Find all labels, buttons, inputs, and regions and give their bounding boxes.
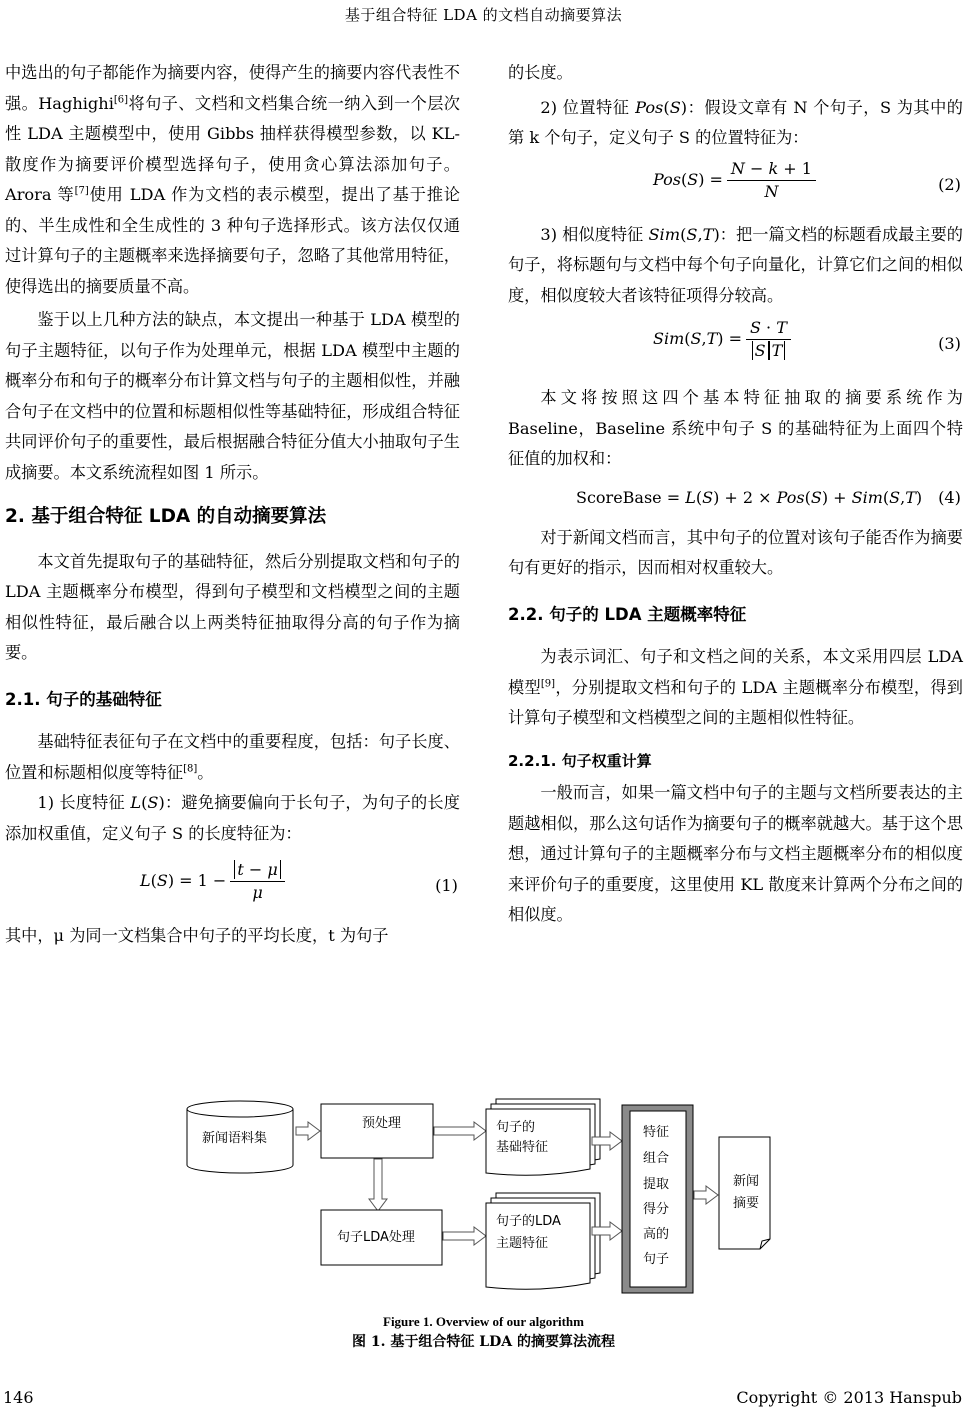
preprocess-box <box>321 1104 433 1158</box>
arrow-icon <box>443 1227 486 1245</box>
equation-number: (2) <box>938 174 961 194</box>
running-header: 基于组合特征 LDA 的文档自动摘要算法 <box>344 6 623 24</box>
equation-2: Pos(S) = $\frac{N - k + 1}{N}$ (2) <box>653 158 961 201</box>
summary-label: 摘要 <box>733 1196 760 1211</box>
equation-number: (1) <box>435 876 458 895</box>
lda-features-label: 主题特征 <box>496 1236 549 1251</box>
paragraph: 1) 长度特征 L(S)：避免摘要偏向于长句子，为句子的长度添加权重值，定义句子 S 的长度特征为： <box>5 793 460 843</box>
figure-1 <box>0 1095 967 1300</box>
subsection-heading: 2.2. 句子的 LDA 主题概率特征 <box>508 604 747 624</box>
lda-features-label: 句子的LDA <box>496 1214 561 1229</box>
subsubsection-heading: 2.2.1. 句子权重计算 <box>508 751 652 770</box>
feature-combination-box <box>622 1105 693 1293</box>
paragraph: 鉴于以上几种方法的缺点，本文提出一种基于 LDA 模型的句子主题特征，以句子作为处理单元，根据 LDA 模型中主题的概率分布和句子的概率分布计算文档与句子的主题相似性，并融合句子在文档中的位置和标题相似性等基础特征，形成组合特征共同评价句子的重要性，最后根据融合特征分值大小抽取句子生成摘要。本文系统流程如图 1 所示。 <box>5 310 460 482</box>
combine-label: 组合 <box>643 1151 670 1166</box>
paragraph: 本文首先提取句子的基础特征，然后分别提取文档和句子的 LDA 主题概率分布模型，得到句子模型和文档模型之间的主题相似性特征，最后融合以上两类特征抽取得分高的句子作为摘要。 <box>5 551 460 662</box>
copyright: Copyright © 2013 Hanspub <box>736 1388 962 1407</box>
paragraph: 2) 位置特征 Pos(S)：假设文章有 N 个句子，S 为其中的第 k 个句子，定义句子 S 的位置特征为： <box>508 97 963 147</box>
equation-3: Sim(S,T) = $\frac{S \cdot T}{\text{S T}}$ (3) <box>653 318 961 360</box>
flowchart <box>0 1095 967 1300</box>
lda-features-document <box>486 1193 600 1289</box>
paragraph: 3) 相似度特征 Sim(S,T)：把一篇文档的标题看成最主要的句子，将标题句与文档中每个句子向量化，计算它们之间的相似度，相似度较大者该特征项得分较高。 <box>508 224 963 305</box>
citation[interactable]: [6] <box>113 94 129 106</box>
equation-number: (4) <box>938 487 961 507</box>
corpus-label: 新闻语料集 <box>202 1131 268 1146</box>
basic-features-label: 句子的 <box>496 1120 536 1135</box>
combine-label: 提取 <box>643 1177 670 1192</box>
arrow-icon <box>369 1159 387 1211</box>
section-heading: 2. 基于组合特征 LDA 的自动摘要算法 <box>5 506 327 527</box>
summary-label: 新闻 <box>733 1174 760 1189</box>
basic-features-document <box>486 1099 600 1175</box>
citation[interactable]: [7] <box>74 185 89 197</box>
paragraph: 本文将按照这四个基本特征抽取的摘要系统作为 Baseline，Baseline 系统中句子 S 的基础特征为上面四个特征值的加权和： <box>508 388 963 468</box>
preprocess-label: 预处理 <box>362 1116 402 1131</box>
page-number: 146 <box>3 1388 34 1407</box>
arrow-icon <box>296 1122 320 1140</box>
combine-label: 特征 <box>643 1125 670 1140</box>
combine-label: 句子 <box>643 1252 670 1267</box>
right-column <box>508 58 963 931</box>
citation[interactable]: [8] <box>183 763 198 775</box>
subsection-heading: 2.1. 句子的基础特征 <box>5 689 162 709</box>
corpus-database <box>187 1101 293 1173</box>
paragraph: 中选出的句子都能作为摘要内容，使得产生的摘要内容代表性不强。Haghighi[6]将句子、文档和文档集合统一纳入到一个层次性 LDA 主题模型中，使用 Gibbs 抽样获得模型参数，以 KL-散度作为摘要评价模型选择句子，使用贪心算法添加句子。Arora 等[7]使用 LDA 作为文档的表示模型，提出了基于推论的、半生成性和全生成性的 3 种句子选择形式。该方法仅仅通过计算句子的主题概率来选择摘要句子，忽略了其他常用特征，使得选出的摘要质量不高。 <box>5 63 460 296</box>
paragraph: 的长度。 <box>508 63 573 82</box>
paragraph: 其中，μ 为同一文档集合中句子的平均长度，t 为句子 <box>5 926 389 945</box>
combine-label: 高的 <box>643 1227 670 1242</box>
combine-label: 得分 <box>643 1202 670 1217</box>
paragraph: 为表示词汇、句子和文档之间的关系，本文采用四层 LDA 模型[9]，分别提取文档和句子的 LDA 主题概率分布模型，得到计算句子模型和文档模型之间的主题相似性特征。 <box>508 647 963 727</box>
paragraph: 基础特征表征句子在文档中的重要程度，包括：句子长度、位置和标题相似度等特征[8]。 <box>5 732 460 782</box>
paragraph: 一般而言，如果一篇文档中句子的主题与文档所要表达的主题越相似，那么这句话作为摘要句子的概率就越大。基于这个思想，通过计算句子的主题概率分布与文档主题概率分布的相似度来评价句子的重要度，这里使用 KL 散度来计算两个分布之间的相似度。 <box>508 783 963 924</box>
figure-caption-en: Figure 1. Overview of our algorithm <box>383 1314 584 1329</box>
citation[interactable]: [9] <box>540 678 556 690</box>
figure-caption-zh: 图 1. 基于组合特征 LDA 的摘要算法流程 <box>352 1334 615 1350</box>
lda-processing-label: 句子LDA处理 <box>337 1230 415 1245</box>
basic-features-label: 基础特征 <box>496 1140 549 1155</box>
equation-number: (3) <box>938 334 961 353</box>
lda-processing-box <box>321 1210 442 1265</box>
paragraph: 对于新闻文档而言，其中句子的位置对该句子能否作为摘要句有更好的指示，因而相对权重较大。 <box>508 527 963 577</box>
arrow-icon <box>434 1122 486 1140</box>
left-column <box>5 58 460 952</box>
arrow-icon <box>694 1186 718 1204</box>
equation-4: ScoreBase = L(S) + 2 × Pos(S) + Sim(S,T) (4) <box>508 475 963 523</box>
equation-1: L(S) = 1 − $\frac{t - \mu}{\mu}$ (1) <box>140 860 458 902</box>
news-summary-page <box>719 1137 770 1249</box>
